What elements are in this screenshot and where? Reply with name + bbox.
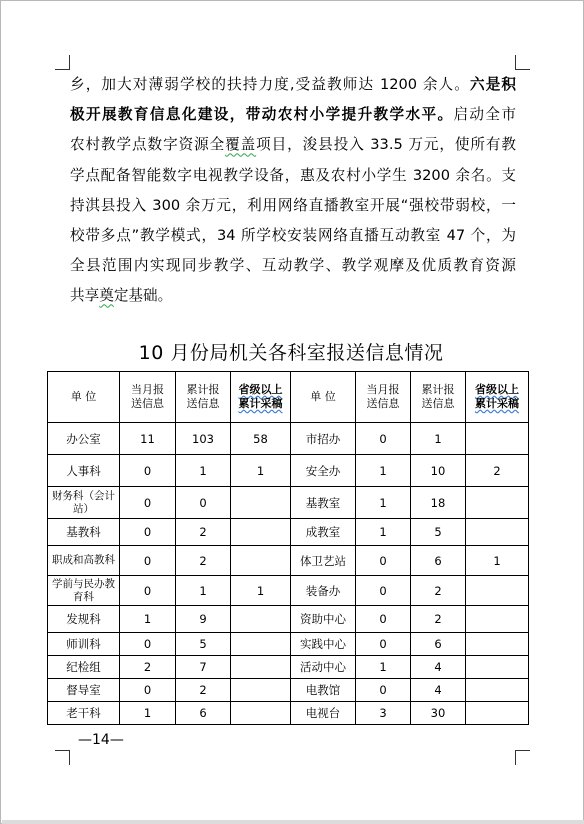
value-cell <box>231 606 291 633</box>
value-cell: 4 <box>411 656 466 679</box>
paragraph-line <box>70 130 516 160</box>
value-cell <box>466 702 529 725</box>
value-cell: 0 <box>120 455 176 487</box>
value-cell <box>466 606 529 633</box>
crop-mark-top-right <box>515 55 530 70</box>
crop-mark-top-left <box>55 55 70 70</box>
unit-cell: 学前与民办教育科 <box>48 576 120 606</box>
value-cell: 2 <box>176 546 231 576</box>
value-cell <box>466 633 529 656</box>
unit-cell: 装备办 <box>291 576 356 606</box>
unit-cell: 发规科 <box>48 606 120 633</box>
value-cell <box>231 633 291 656</box>
value-cell: 7 <box>176 656 231 679</box>
value-cell: 1 <box>231 455 291 487</box>
header-monthly: 当月报送信息 <box>120 372 176 423</box>
value-cell: 30 <box>411 702 466 725</box>
value-cell <box>466 656 529 679</box>
header-monthly: 当月报送信息 <box>356 372 411 423</box>
unit-cell: 老干科 <box>48 702 120 725</box>
unit-cell: 督导室 <box>48 679 120 702</box>
value-cell: 1 <box>356 455 411 487</box>
table-row <box>48 606 529 633</box>
paragraph-line <box>70 281 516 311</box>
table-row <box>48 487 529 519</box>
table-row <box>48 423 529 455</box>
value-cell: 6 <box>411 546 466 576</box>
unit-cell: 成教室 <box>291 519 356 546</box>
unit-cell: 电教馆 <box>291 679 356 702</box>
paragraph-line <box>70 100 516 130</box>
value-cell: 2 <box>176 519 231 546</box>
value-cell: 0 <box>120 546 176 576</box>
body-paragraph <box>70 70 516 312</box>
unit-cell: 安全办 <box>291 455 356 487</box>
unit-cell: 基教科 <box>48 519 120 546</box>
value-cell <box>231 487 291 519</box>
crop-mark-bottom-left <box>55 750 70 765</box>
value-cell <box>231 546 291 576</box>
value-cell: 5 <box>176 633 231 656</box>
value-cell: 5 <box>411 519 466 546</box>
unit-cell: 基教室 <box>291 487 356 519</box>
value-cell: 2 <box>120 656 176 679</box>
value-cell: 2 <box>411 606 466 633</box>
bold-heading-run: 六是积 <box>469 76 516 93</box>
value-cell: 10 <box>411 455 466 487</box>
value-cell: 1 <box>120 702 176 725</box>
value-cell: 4 <box>411 679 466 702</box>
table-row <box>48 576 529 606</box>
value-cell: 0 <box>120 633 176 656</box>
unit-cell: 办公室 <box>48 423 120 455</box>
bold-heading-run: 极开展教育信息化建设，带动农村小学提升教学水平。 <box>70 106 454 124</box>
unit-cell: 财务科（会计站） <box>48 487 120 519</box>
paragraph-line: 学点配备智能数字电视教学设备，惠及农村小学生 3200 余名。支 <box>70 166 516 184</box>
value-cell: 0 <box>120 487 176 519</box>
paragraph-line: 校带多点”教学模式，34 所学校安装网络直播互动教室 47 个，为 <box>70 226 516 244</box>
text-run: 农村教学点数字资源全 <box>70 136 226 154</box>
value-cell: 11 <box>120 423 176 455</box>
value-cell <box>466 423 529 455</box>
text-run: 项目，浚县投入 33.5 万元，使所有教 <box>256 136 516 154</box>
value-cell: 0 <box>120 679 176 702</box>
unit-cell: 职成和高教科 <box>48 546 120 576</box>
page-number: —14— <box>78 732 124 748</box>
value-cell: 103 <box>176 423 231 455</box>
table-row <box>48 633 529 656</box>
unit-cell: 电视台 <box>291 702 356 725</box>
value-cell <box>466 576 529 606</box>
value-cell: 0 <box>356 679 411 702</box>
paragraph-line <box>70 70 516 100</box>
paragraph-line: 持淇县投入 300 余万元，利用网络直播教室开展“强校带弱校，一 <box>70 196 516 214</box>
header-cumulative: 累计报送信息 <box>411 372 466 423</box>
table-row <box>48 656 529 679</box>
value-cell: 1 <box>466 546 529 576</box>
table-row <box>48 455 529 487</box>
header-adopted: 省级以上累计采稿 <box>466 372 529 423</box>
unit-cell: 人事科 <box>48 455 120 487</box>
table-row <box>48 519 529 546</box>
spellcheck-marked-text: 覆盖 <box>225 136 257 154</box>
value-cell <box>466 519 529 546</box>
unit-cell: 市招办 <box>291 423 356 455</box>
value-cell <box>466 679 529 702</box>
table-body <box>48 423 529 725</box>
value-cell <box>231 702 291 725</box>
unit-cell: 活动中心 <box>291 656 356 679</box>
crop-mark-bottom-right <box>515 750 530 765</box>
text-run: 乡，加大对薄弱学校的扶持力度,受益教师达 1200 余人。 <box>70 76 470 93</box>
value-cell <box>466 487 529 519</box>
value-cell <box>231 656 291 679</box>
unit-cell: 纪检组 <box>48 656 120 679</box>
value-cell: 1 <box>356 487 411 519</box>
report-table <box>47 371 529 725</box>
value-cell: 2 <box>176 679 231 702</box>
page-shadow <box>2 820 584 824</box>
text-run: 定基础。 <box>113 287 173 305</box>
value-cell: 9 <box>176 606 231 633</box>
unit-cell: 师训科 <box>48 633 120 656</box>
value-cell: 0 <box>356 576 411 606</box>
value-cell: 2 <box>411 576 466 606</box>
table-row <box>48 679 529 702</box>
value-cell: 18 <box>411 487 466 519</box>
table-title: 10 月份局机关各科室报送信息情况 <box>138 342 444 364</box>
value-cell: 0 <box>120 576 176 606</box>
header-cumulative: 累计报送信息 <box>176 372 231 423</box>
text-run: 启动全市 <box>453 106 516 124</box>
text-run: 共享 <box>70 287 100 305</box>
value-cell: 6 <box>176 702 231 725</box>
value-cell: 1 <box>231 576 291 606</box>
header-unit: 单 位 <box>48 372 120 423</box>
value-cell: 0 <box>120 519 176 546</box>
value-cell <box>231 679 291 702</box>
unit-cell: 实践中心 <box>291 633 356 656</box>
value-cell: 1 <box>356 656 411 679</box>
spellcheck-marked-text: 奠 <box>99 287 114 305</box>
table-row <box>48 546 529 576</box>
value-cell: 58 <box>231 423 291 455</box>
paragraph-line: 全县范围内实现同步教学、互动教学、教学观摩及优质教育资源 <box>70 257 516 275</box>
value-cell: 1 <box>411 423 466 455</box>
value-cell: 2 <box>466 455 529 487</box>
header-unit: 单 位 <box>291 372 356 423</box>
value-cell: 1 <box>176 455 231 487</box>
header-adopted: 省级以上累计采稿 <box>231 372 291 423</box>
unit-cell: 资助中心 <box>291 606 356 633</box>
value-cell: 3 <box>356 702 411 725</box>
unit-cell: 体卫艺站 <box>291 546 356 576</box>
value-cell: 0 <box>356 633 411 656</box>
value-cell: 6 <box>411 633 466 656</box>
value-cell <box>231 519 291 546</box>
value-cell: 1 <box>176 576 231 606</box>
value-cell: 0 <box>356 423 411 455</box>
value-cell: 1 <box>120 606 176 633</box>
value-cell: 0 <box>356 606 411 633</box>
value-cell: 1 <box>356 519 411 546</box>
table-row <box>48 702 529 725</box>
value-cell: 0 <box>356 546 411 576</box>
table-header-row <box>48 372 529 423</box>
value-cell: 0 <box>176 487 231 519</box>
